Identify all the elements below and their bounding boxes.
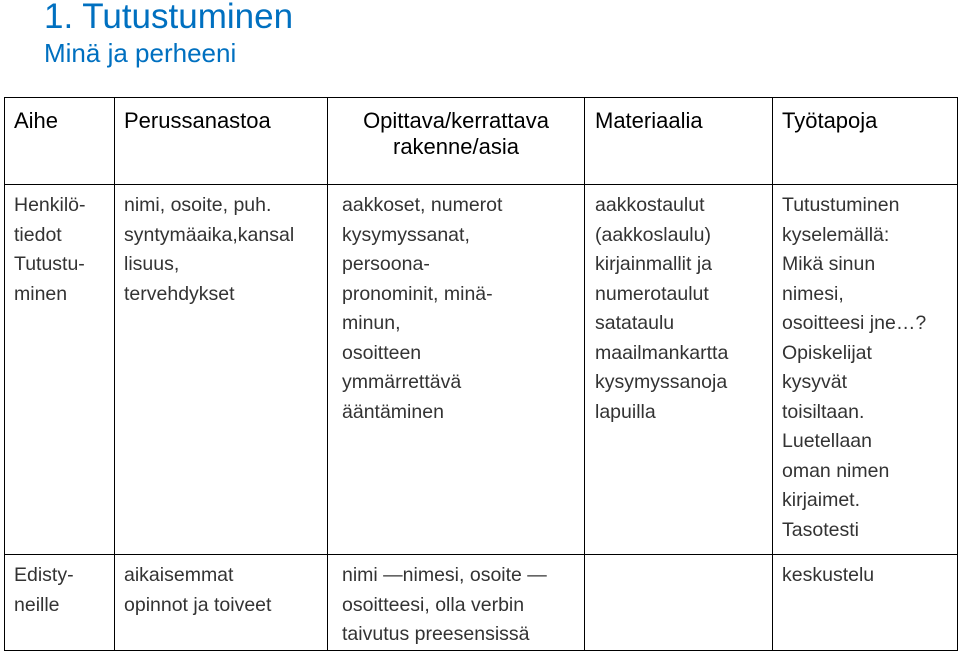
cell-text-line: Mikä sinun <box>782 253 876 275</box>
cell-text-line: opinnot ja toiveet <box>124 593 272 616</box>
cell-perussanastoa <box>115 185 328 555</box>
cell-text-line: keskustelu <box>782 564 875 586</box>
page-subtitle: Minä ja perheeni <box>44 38 237 68</box>
cell-rakenne <box>328 185 585 555</box>
cell-text-line: lisuus, <box>124 253 180 275</box>
cell-text-line: satataulu <box>595 312 675 334</box>
cell-text-line: osoitteen <box>342 341 422 364</box>
cell-text-line: toisiltaan. <box>782 400 865 423</box>
table-row <box>5 185 958 555</box>
cell-text-line: pronominit, minä- <box>342 282 493 305</box>
cell-materiaalia <box>585 555 773 651</box>
table-header-row <box>5 98 958 185</box>
cell-text-line: ymmärrettävä <box>342 371 462 393</box>
cell-rakenne <box>328 555 585 651</box>
cell-text-line: osoitteesi, olla verbin <box>342 593 525 616</box>
cell-text-line: Opiskelijat <box>782 341 872 364</box>
header-perussanastoa: Perussanastoa <box>115 98 328 185</box>
cell-text-line: kysymyssanat, <box>342 223 470 246</box>
cell-text-line: kysyvät <box>782 371 848 393</box>
cell-text-line: aakkostaulut <box>595 194 705 216</box>
table-row <box>5 555 958 651</box>
cell-text-line: nimesi, <box>782 282 844 305</box>
cell-text-line: tervehdykset <box>124 282 235 305</box>
cell-text-line: lapuilla <box>595 400 656 423</box>
cell-text-line: persoona- <box>342 253 430 275</box>
cell-text-line: Tutustu- <box>14 253 85 275</box>
cell-text-line: Luetellaan <box>782 430 872 452</box>
cell-text-line: kysymyssanoja <box>595 371 728 393</box>
cell-text-line: osoitteesi jne…? <box>782 312 927 334</box>
cell-text-line: maailmankartta <box>595 341 729 364</box>
cell-text-line: nimi —nimesi, osoite — <box>342 564 547 586</box>
cell-text-line: Henkilö- <box>14 194 86 216</box>
cell-text-line: numerotaulut <box>595 282 709 305</box>
lesson-plan-table <box>4 97 958 651</box>
cell-text-line: neille <box>14 593 60 616</box>
cell-aihe <box>5 555 115 651</box>
cell-text-line: aakkoset, numerot <box>342 194 503 216</box>
cell-text-line: nimi, osoite, puh. <box>124 194 272 216</box>
cell-tyotapoja <box>773 185 958 555</box>
cell-text-line: tiedot <box>14 223 62 246</box>
cell-text-line: syntymäaika,kansal <box>124 223 295 246</box>
cell-text-line: minun, <box>342 312 401 334</box>
header-tyotapoja: Työtapoja <box>773 98 958 185</box>
cell-text-line: kyselemällä: <box>782 223 890 246</box>
cell-text-line: (aakkoslaulu) <box>595 223 711 246</box>
cell-perussanastoa <box>115 555 328 651</box>
cell-text-line: Tasotesti <box>782 518 859 541</box>
cell-aihe <box>5 185 115 555</box>
cell-text-line: Edisty- <box>14 564 74 586</box>
cell-text-line: oman nimen <box>782 459 890 482</box>
cell-text-line: Tutustuminen <box>782 194 900 216</box>
header-aihe: Aihe <box>5 98 115 185</box>
cell-materiaalia <box>585 185 773 555</box>
header-materiaalia: Materiaalia <box>585 98 773 185</box>
cell-tyotapoja <box>773 555 958 651</box>
cell-text-line: kirjaimet. <box>782 489 861 511</box>
header-rakenne: Opittava/kerrattava rakenne/asia <box>328 98 585 185</box>
cell-text-line: taivutus preesensissä <box>342 623 530 645</box>
page-title: 1. Tutustuminen <box>44 0 294 36</box>
cell-text-line: kirjainmallit ja <box>595 253 713 275</box>
cell-text-line: ääntäminen <box>342 400 444 423</box>
cell-text-line: minen <box>14 282 68 305</box>
cell-text-line: aikaisemmat <box>124 564 234 586</box>
